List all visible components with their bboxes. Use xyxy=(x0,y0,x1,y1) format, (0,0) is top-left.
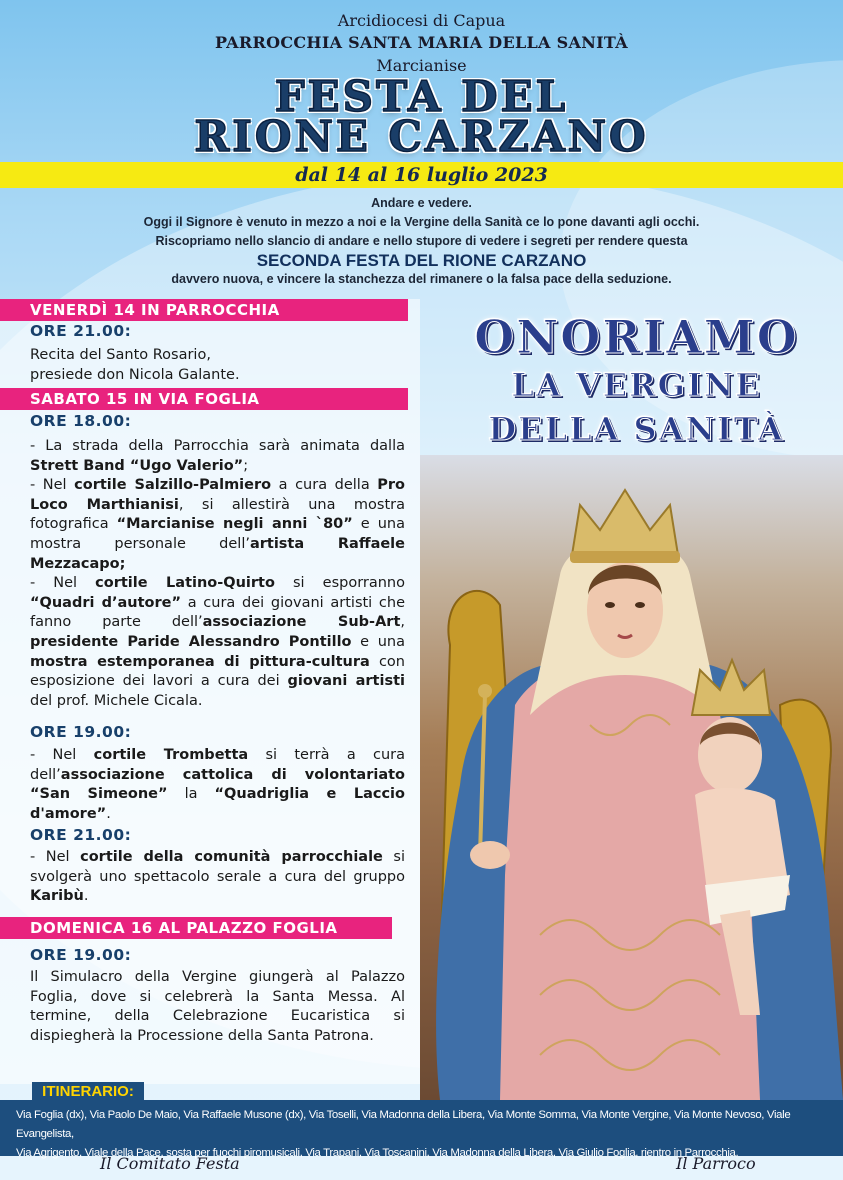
itinerary-line: Via Foglia (dx), Via Paolo De Maio, Via Raffaele Musone (dx), Via Toselli, Via Madonna della Libera, Via Monte Somma, Via Monte Vergine, Via Monte Nevoso, Viale Evangelista, xyxy=(16,1109,791,1140)
event-text: Recita del Santo Rosario, xyxy=(30,347,211,363)
signature-parish-priest: Il Parroco xyxy=(676,1154,756,1173)
event-time: ORE 21.00: xyxy=(30,322,132,340)
intro-highlight: SECONDA FESTA DEL RIONE CARZANO xyxy=(256,251,587,270)
main-title-line1: FESTA DEL xyxy=(274,72,569,121)
event-description: - Nel cortile della comunità parrocchiale si svolgerà uno spettacolo serale a cura del gruppo Karibù. xyxy=(30,849,406,905)
intro-line: Oggi il Signore è venuto in mezzo a noi e la Vergine della Sanità ce lo pone davanti agli occhi. xyxy=(143,215,700,229)
intro-line: Riscopriamo nello slancio di andare e nello stupore di vedere i segreti per rendere questa xyxy=(155,234,688,248)
banner-line3: DELLA SANITÀ xyxy=(488,410,785,448)
event-time: ORE 21.00: xyxy=(30,826,132,844)
event-time: ORE 19.00: xyxy=(30,946,132,964)
itinerary-line: Via Agrigento, Viale della Pace, sosta per fuochi piromusicali, Via Trapani, Via Toscanini, Via Madonna della Libera, Via Giulio Foglia, rientro in Parrocchia. xyxy=(16,1147,739,1159)
itinerary-label: ITINERARIO: xyxy=(32,1082,144,1102)
dates-text: dal 14 al 16 luglio 2023 xyxy=(295,164,548,186)
day-heading-saturday: SABATO 15 IN VIA FOGLIA xyxy=(0,388,408,410)
event-time: ORE 19.00: xyxy=(30,723,132,741)
event-description xyxy=(30,437,405,711)
dates-band xyxy=(0,162,843,188)
town-name: Marcianise xyxy=(376,56,467,75)
intro-line: davvero nuova, e vincere la stanchezza del rimanere o la falsa pace della seduzione. xyxy=(171,272,672,286)
event-description: - Nel cortile Trombetta si terrà a cura dell’associazione cattolica di volontariato “San Simeone” la “Quadriglia e Laccio d'amore”. xyxy=(30,747,406,822)
day-heading-friday: VENERDÌ 14 IN PARROCCHIA xyxy=(0,299,408,321)
event-description: Il Simulacro della Vergine giungerà al Palazzo Foglia, dove si celebrerà la Santa Messa. Al termine, della Celebrazione Eucaristica si dispiegherà la Processione della Santa Patrona. xyxy=(30,969,405,1044)
paragraph: - Nel cortile Latino-Quirto si esporranno “Quadri d’autore” a cura dei giovani artisti che fanno parte dell’associazione Sub-Art, presidente Paride Alessandro Pontillo e una mostra estemporanea di pittura-cultura con esposizione dei lavori a cura dei giovani artisti del prof. Michele Cicala. xyxy=(30,575,406,709)
signature-committee: Il Comitato Festa xyxy=(100,1154,240,1173)
banner-line1: ONORIAMO xyxy=(474,310,799,364)
event-text: presiede don Nicola Galante. xyxy=(30,367,240,383)
diocese-name: Arcidiocesi di Capua xyxy=(337,11,506,30)
main-title-line2: RIONE CARZANO xyxy=(194,112,649,161)
intro-line: Andare e vedere. xyxy=(371,196,472,210)
banner-line2: LA VERGINE xyxy=(511,366,762,404)
paragraph: - Nel cortile Salzillo-Palmiero a cura della Pro Loco Marthianisi, si allestirà una mostra fotografica “Marcianise negli anni `80” e una mostra personale dell’artista Raffaele Mezzacapo; xyxy=(30,477,406,572)
madonna-statue-image xyxy=(420,455,843,1100)
day-heading-sunday: DOMENICA 16 AL PALAZZO FOGLIA xyxy=(0,917,392,939)
parish-name: PARROCCHIA SANTA MARIA DELLA SANITÀ xyxy=(215,33,628,52)
event-time: ORE 18.00: xyxy=(30,412,132,430)
paragraph: - La strada della Parrocchia sarà animata dalla Strett Band “Ugo Valerio”; xyxy=(30,438,405,474)
